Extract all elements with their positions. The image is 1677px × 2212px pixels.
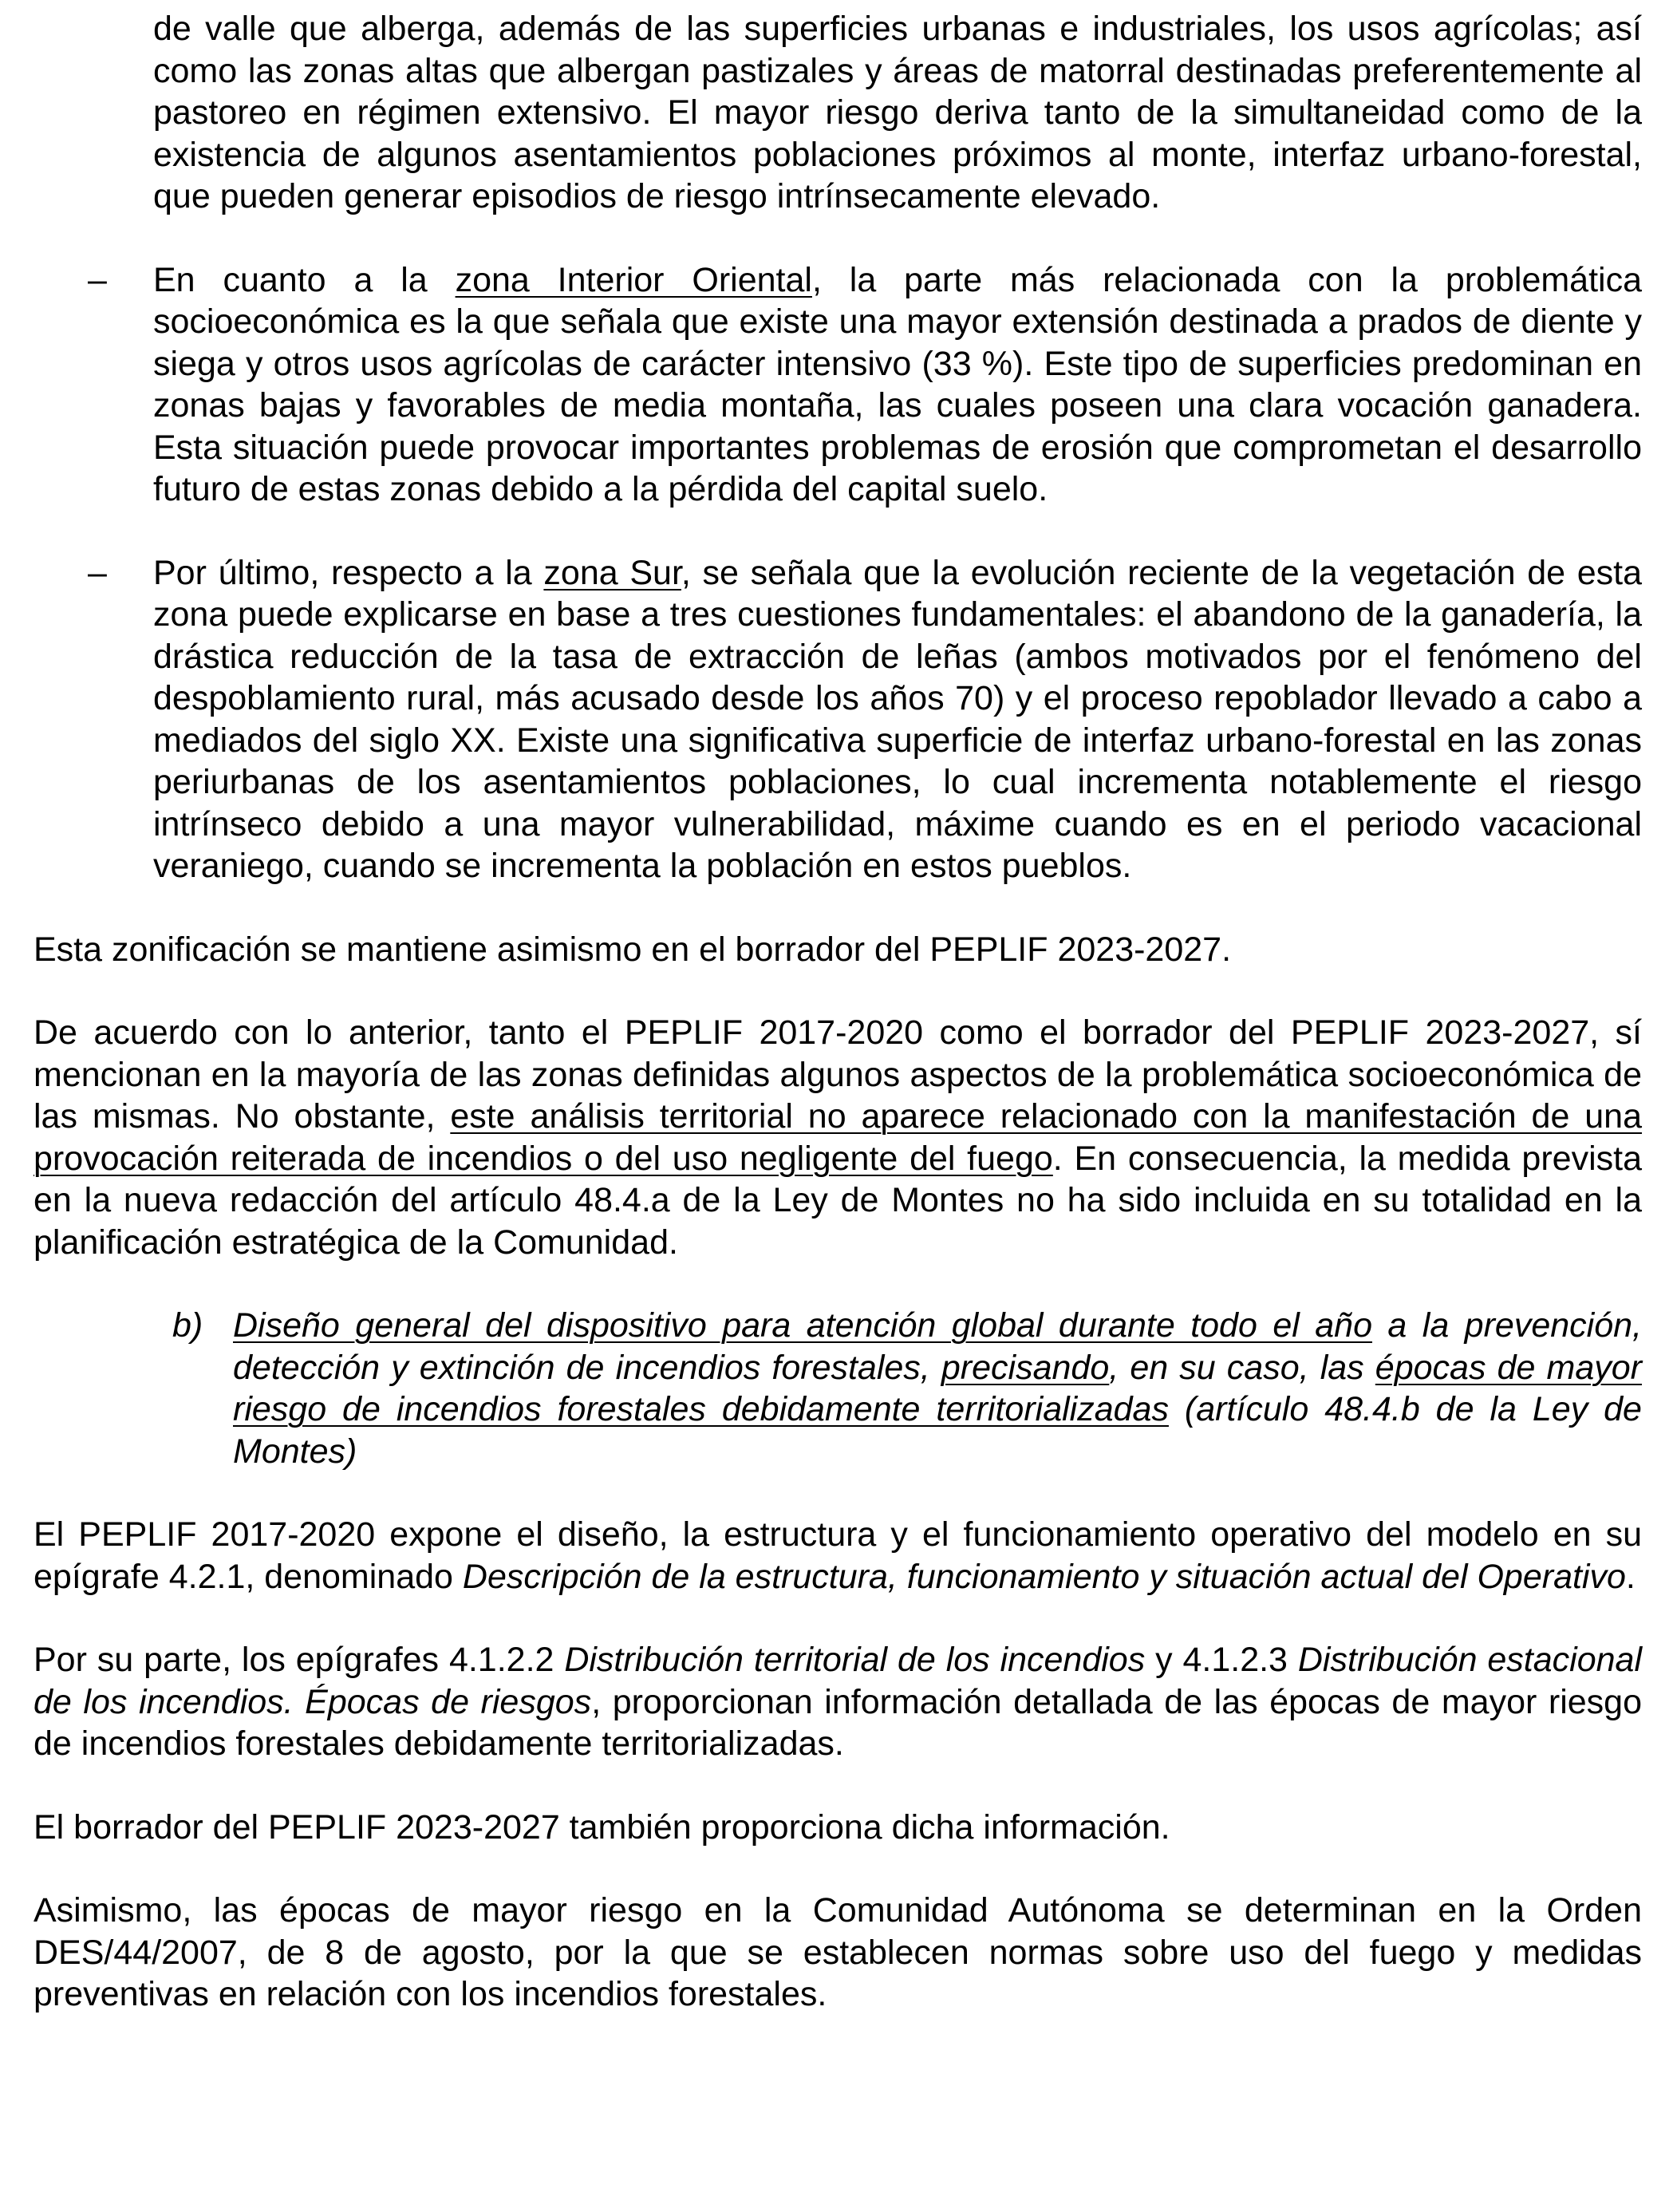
p2017-italic: Descripción de la estructura, funcionamiento y situación actual del Operativo bbox=[462, 1557, 1626, 1596]
paragraph-borrador: El borrador del PEPLIF 2023-2027 también proporciona dicha información. bbox=[34, 1807, 1170, 1847]
list-item-b bbox=[34, 1305, 1642, 1472]
zona-sur-term: zona Sur bbox=[543, 553, 681, 592]
list-item-marker: b) bbox=[172, 1306, 203, 1345]
paragraph-zona-continuation: de valle que alberga, además de las superficies urbanas e industriales, los usos agrícolas; así como las zonas altas que albergan pastizales y áreas de matorral destinadas preferentemente al pastoreo en régimen extensivo. El mayor riesgo deriva tanto de la simultaneidad como de la existencia de algunos asentamientos poblaciones próximos al monte, interfaz urbano-forestal, que pueden generar episodios de riesgo intrínsecamente elevado. bbox=[153, 10, 1642, 215]
acuerdo-pre: De acuerdo con lo anterior, tanto el PEPLIF 2017-2020 como el borrador del PEPLIF 2023-2027, sí mencionan en la mayoría de las zonas definidas algunos aspectos de la problemática socioeconómica de las mismas. No obstante, bbox=[34, 1013, 1642, 1136]
item-b-text-3: (artículo 48.4.b de la Ley de Montes) bbox=[233, 1390, 1642, 1471]
paragraph-zonificacion: Esta zonificación se mantiene asimismo en el borrador del PEPLIF 2023-2027. bbox=[34, 930, 1232, 969]
p2017-pre: El PEPLIF 2017-2020 expone el diseño, la estructura y el funcionamiento operativo del modelo en su epígrafe 4.2.1, denominado bbox=[34, 1515, 1642, 1596]
zona-interior-oriental-term: zona Interior Oriental bbox=[455, 260, 812, 299]
parte-italic-2: Distribución estacional de los incendios. Épocas de riesgos bbox=[34, 1641, 1643, 1721]
parte-text-1: Por su parte, los epígrafes 4.1.2.2 bbox=[34, 1641, 565, 1679]
bullet-text-post: , se señala que la evolución reciente de la vegetación de esta zona puede explicarse en base a tres cuestiones fundamentales: el abandono de la ganadería, la drástica reducción de la tasa de extracción de leñas (ambos motivados por el fenómeno del despoblamiento rural, más acusado desde los años 70) y el proceso repoblador llevado a cabo a mediados del siglo XX. Existe una significativa superficie de interfaz urbano-forestal en las zonas periurbanas de los asentamientos poblaciones, lo cual incrementa notablemente el riesgo intrínseco debido a una mayor vulnerabilidad, máxime cuando es en el periodo vacacional veraniego, cuando se incrementa la población en estos pueblos. bbox=[153, 553, 1643, 885]
parte-text-2: y 4.1.2.3 bbox=[1145, 1641, 1298, 1679]
item-b-underlined-1: Diseño general del dispositivo para atención global durante todo el año bbox=[233, 1306, 1372, 1345]
p2017-post: . bbox=[1625, 1557, 1636, 1596]
item-b-underlined-3: épocas de mayor riesgo de incendios forestales debidamente territorializadas bbox=[233, 1348, 1642, 1428]
bullet-zona-sur bbox=[34, 552, 1642, 887]
item-b-underlined-2: precisando bbox=[941, 1348, 1110, 1387]
item-b-text-1: a la prevención, detección y extinción de incendios forestales, bbox=[233, 1306, 1642, 1387]
paragraph-asimismo: Asimismo, las épocas de mayor riesgo en la Comunidad Autónoma se determinan en la Orden DES/44/2007, de 8 de agosto, por la que se establecen normas sobre uso del fuego y medidas preventivas en relación con los incendios forestales. bbox=[34, 1891, 1642, 2013]
paragraph-de-acuerdo bbox=[34, 1012, 1642, 1263]
parte-text-3: , proporcionan información detallada de las épocas de mayor riesgo de incendios forestales debidamente territorializadas. bbox=[34, 1682, 1643, 1763]
bullet-dash: – bbox=[88, 260, 107, 299]
bullet-text-post: , la parte más relacionada con la problemática socioeconómica es la que señala que existe una mayor extensión destinada a prados de diente y siega y otros usos agrícolas de carácter intensivo (33 %). Este tipo de superficies predominan en zonas bajas y favorables de media montaña, las cuales poseen una clara vocación ganadera. Esta situación puede provocar importantes problemas de erosión que comprometan el desarrollo futuro de estas zonas debido a la pérdida del capital suelo. bbox=[153, 260, 1643, 508]
parte-italic-1: Distribución territorial de los incendios bbox=[564, 1641, 1146, 1679]
document-page bbox=[34, 8, 1642, 2016]
paragraph-por-su-parte bbox=[34, 1639, 1642, 1765]
acuerdo-underlined: este análisis territorial no aparece relacionado con la manifestación de una provocación reiterada de incendios o del uso negligente del fuego bbox=[34, 1097, 1642, 1178]
bullet-dash: – bbox=[88, 553, 107, 592]
bullet-text-pre: Por último, respecto a la bbox=[153, 553, 544, 592]
paragraph-peplif-2017 bbox=[34, 1514, 1642, 1598]
bullet-text-pre: En cuanto a la bbox=[153, 260, 456, 299]
item-b-text-2: , en su caso, las bbox=[1109, 1348, 1375, 1387]
acuerdo-post: . En consecuencia, la medida prevista en la nueva redacción del artículo 48.4.a de la Ley de Montes no ha sido incluida en su totalidad en la planificación estratégica de la Comunidad. bbox=[34, 1139, 1642, 1262]
bullet-zona-interior-oriental bbox=[34, 259, 1642, 511]
